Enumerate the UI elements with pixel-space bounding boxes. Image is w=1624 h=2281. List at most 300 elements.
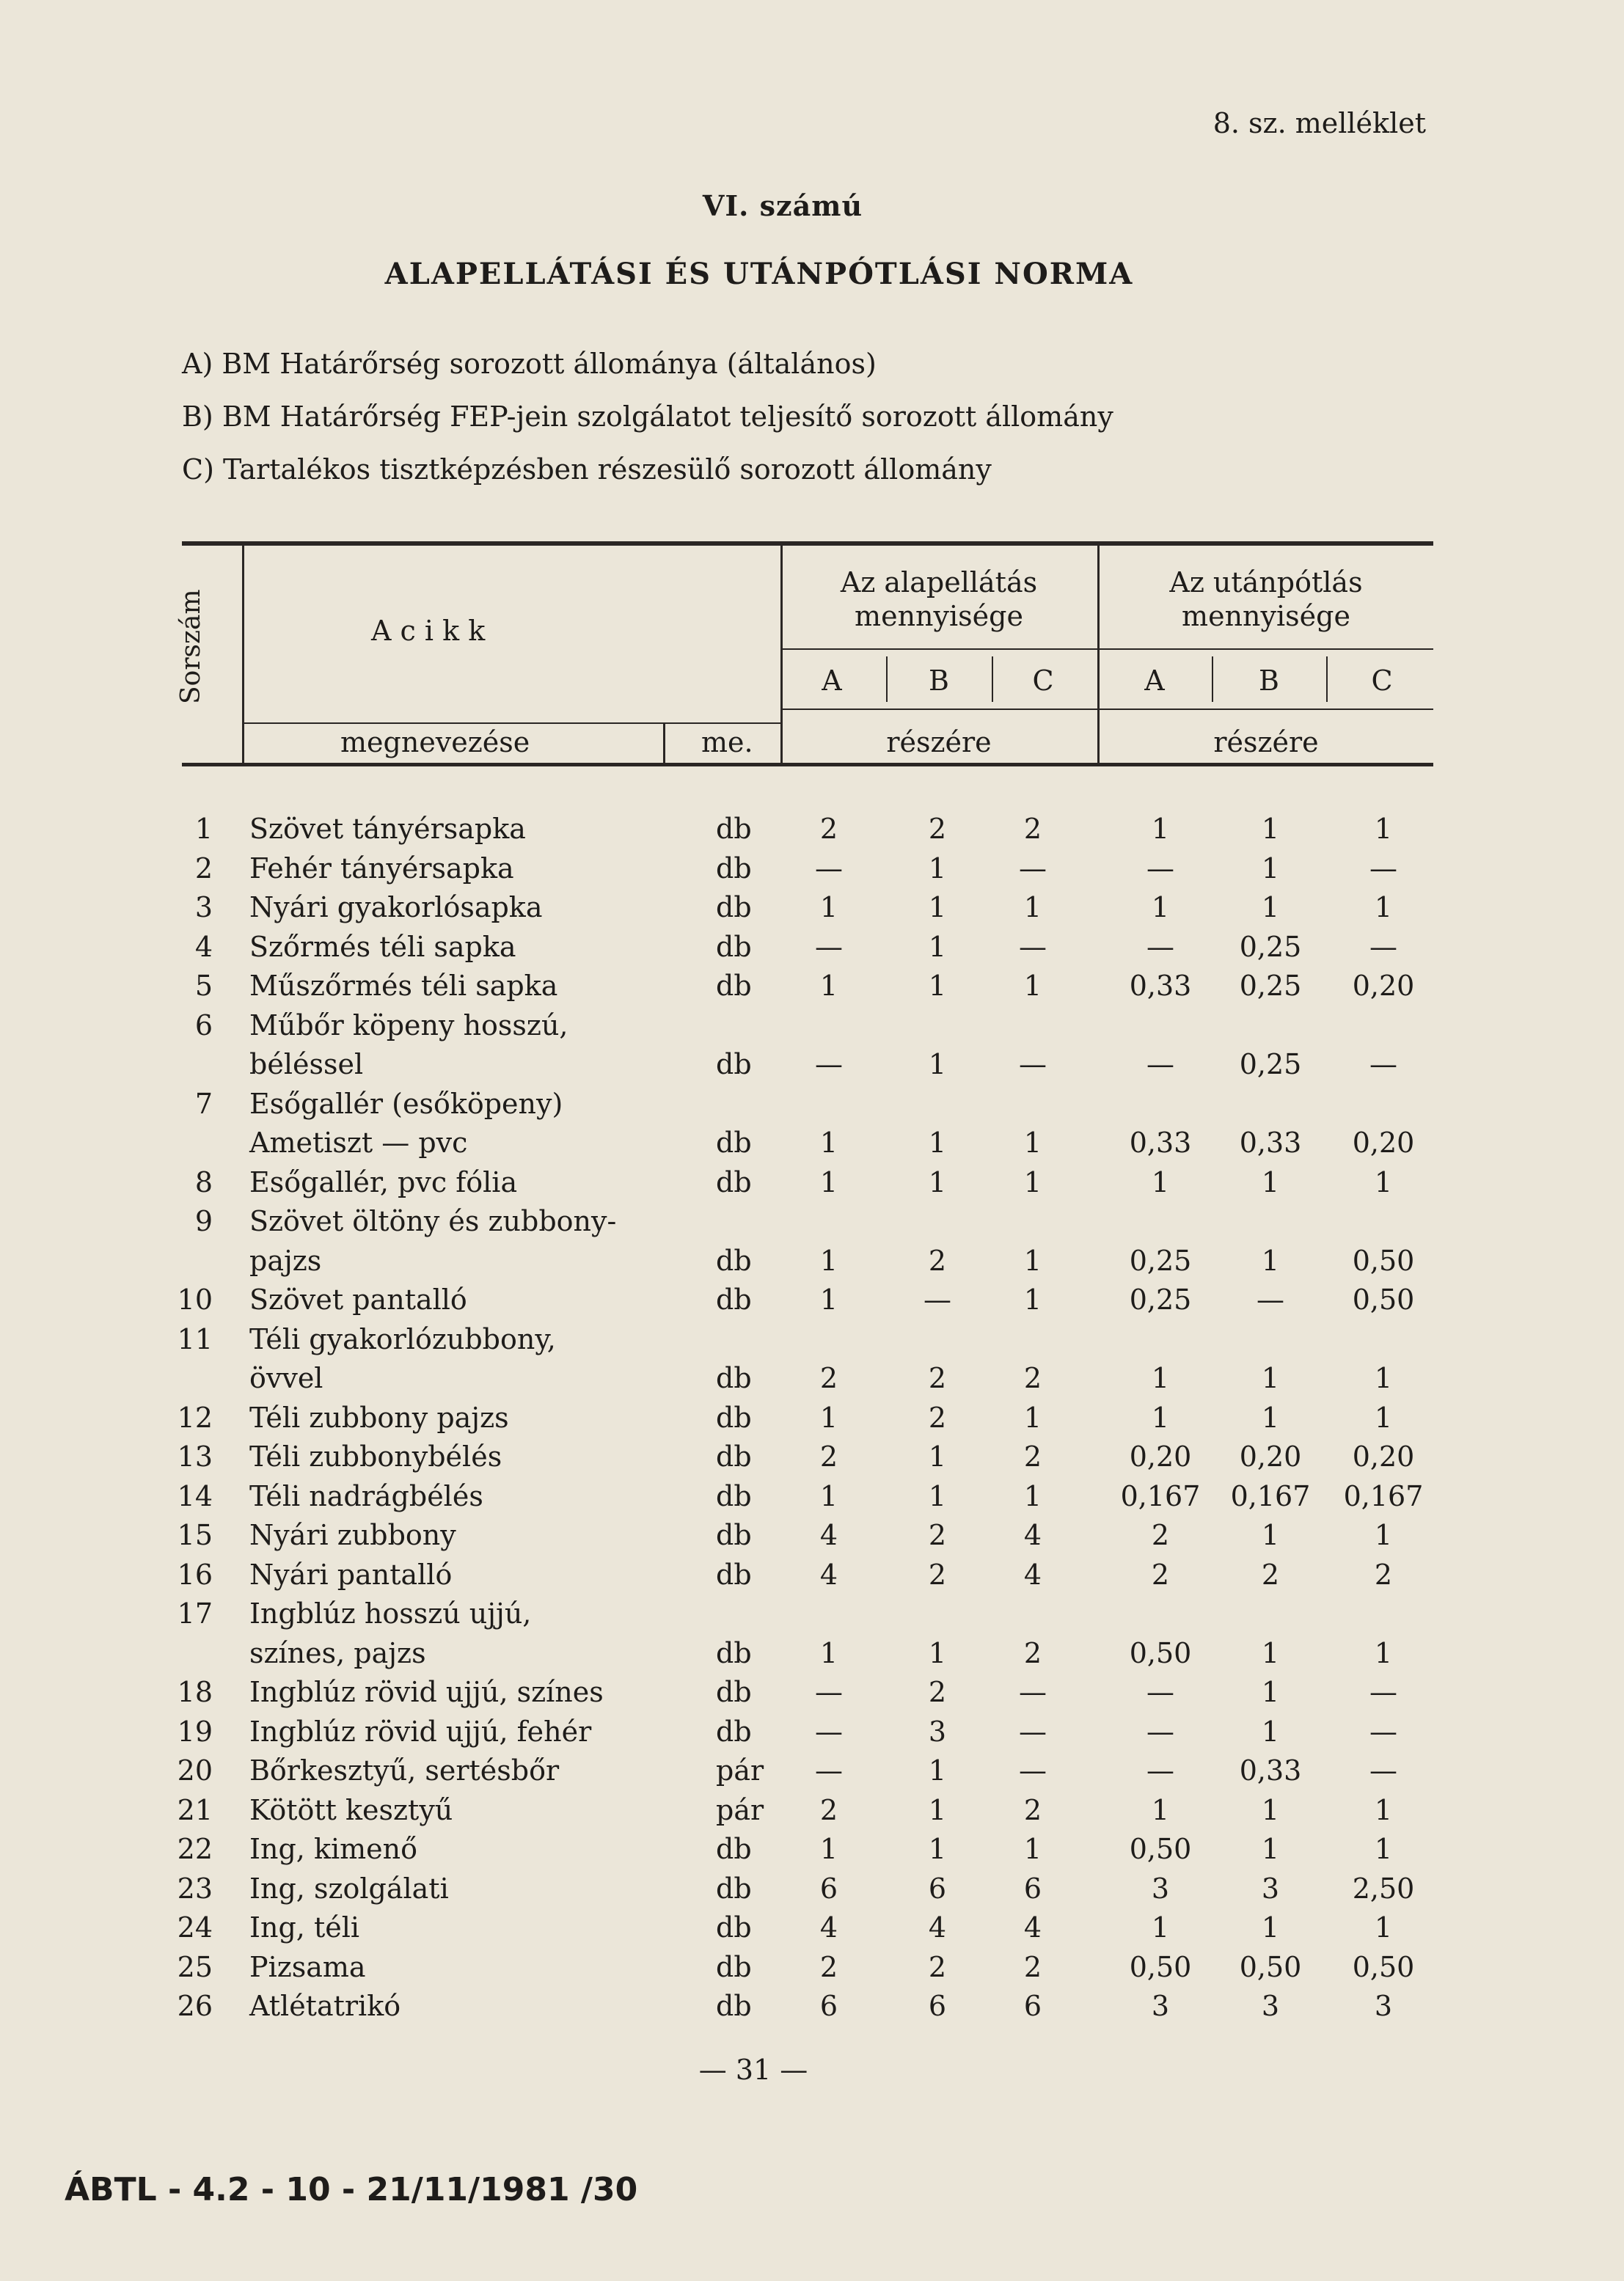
row-number: 17	[177, 1597, 213, 1630]
archive-reference: ÁBTL - 4.2 - 10 - 21/11/1981 /30	[65, 2171, 638, 2208]
qty-a1: 6	[819, 1990, 838, 2022]
header-top-rule	[182, 541, 1433, 546]
qty-a2: 1	[1151, 891, 1170, 923]
header-col-c2: C	[1371, 664, 1393, 697]
item-name: Ingblúz rövid ujjú, fehér	[249, 1715, 592, 1748]
qty-b2: 1	[1261, 1833, 1280, 1865]
table-row	[0, 852, 1624, 892]
row-number: 10	[177, 1284, 213, 1316]
qty-c2: 1	[1374, 1793, 1393, 1826]
qty-b2: 3	[1261, 1990, 1280, 2022]
qty-b2: 0,33	[1239, 1127, 1302, 1159]
category-b: B) BM Határőrség FEP-jein szolgálatot teljesítő sorozott állomány	[182, 400, 1113, 433]
qty-c1: —	[1019, 1754, 1047, 1787]
table-row	[0, 1009, 1624, 1088]
qty-a1: —	[815, 930, 843, 963]
item-name: Pizsama	[249, 1950, 366, 1983]
unit: db	[716, 1048, 752, 1080]
qty-b1: 1	[928, 891, 947, 923]
row-number: 13	[177, 1440, 213, 1473]
header-tick-2	[992, 656, 993, 702]
qty-b1: 1	[928, 1754, 947, 1787]
row-number: 5	[194, 970, 213, 1002]
header-megnevezese: megnevezése	[340, 726, 530, 758]
qty-c1: 4	[1023, 1558, 1042, 1591]
item-name: Szövet pantalló	[249, 1284, 467, 1316]
item-name: Nyári pantalló	[249, 1558, 453, 1591]
row-number: 4	[194, 930, 213, 963]
table-row	[0, 1440, 1624, 1480]
qty-b2: 3	[1261, 1872, 1280, 1905]
qty-b1: 1	[928, 970, 947, 1002]
qty-c2: 0,20	[1352, 1440, 1415, 1473]
table-row	[0, 1754, 1624, 1794]
qty-c2: 0,167	[1343, 1479, 1424, 1512]
qty-a1: 2	[819, 1440, 838, 1473]
qty-c1: 4	[1023, 1911, 1042, 1944]
item-name-continued: övvel	[249, 1362, 323, 1394]
header-col-b1: B	[929, 664, 949, 697]
qty-b1: 2	[928, 1519, 947, 1551]
qty-a2: 1	[1151, 1362, 1170, 1394]
qty-c2: 1	[1374, 1519, 1393, 1551]
unit: db	[716, 1519, 752, 1551]
qty-c2: 2	[1374, 1558, 1393, 1591]
item-name: Téli gyakorlózubbony,	[249, 1322, 556, 1355]
qty-b2: 0,25	[1239, 970, 1302, 1002]
qty-b1: 1	[928, 1165, 947, 1198]
item-name: Szőrmés téli sapka	[249, 930, 516, 963]
qty-c1: 1	[1023, 1833, 1042, 1865]
qty-c2: 1	[1374, 1165, 1393, 1198]
table-row	[0, 1519, 1624, 1559]
category-a: A) BM Határőrség sorozott állománya (általános)	[182, 348, 877, 380]
qty-a2: —	[1146, 1048, 1174, 1080]
item-name: Nyári zubbony	[249, 1519, 456, 1551]
item-name: Nyári gyakorlósapka	[249, 891, 543, 923]
qty-a1: 1	[819, 1165, 838, 1198]
header-col-a1: A	[822, 664, 842, 697]
qty-c2: 1	[1374, 1401, 1393, 1434]
qty-c1: 2	[1023, 813, 1042, 845]
section-number: VI. számú	[702, 189, 863, 222]
qty-a1: 2	[819, 1950, 838, 1983]
qty-a2: —	[1146, 852, 1174, 885]
unit: db	[716, 1676, 752, 1708]
category-c: C) Tartalékos tisztképzésben részesülő sorozott állomány	[182, 453, 992, 486]
row-number: 15	[177, 1519, 213, 1551]
table-row	[0, 1480, 1624, 1520]
qty-b1: 1	[928, 1833, 947, 1865]
item-name: Téli nadrágbélés	[249, 1479, 483, 1512]
qty-a2: 1	[1151, 1793, 1170, 1826]
page-number: — 31 —	[698, 2054, 808, 2086]
item-name: Ingblúz rövid ujjú, színes	[249, 1676, 604, 1708]
header-rule-cikk	[242, 722, 780, 724]
unit: db	[716, 891, 752, 923]
qty-a2: —	[1146, 1715, 1174, 1748]
table-row	[0, 1323, 1624, 1402]
annex-label: 8. sz. melléklet	[1212, 107, 1426, 139]
qty-a1: 1	[819, 891, 838, 923]
qty-c2: 2,50	[1352, 1872, 1415, 1905]
item-name-continued: színes, pajzs	[249, 1636, 426, 1669]
qty-b1: 2	[928, 1362, 947, 1394]
item-name: Ing, szolgálati	[249, 1872, 449, 1905]
qty-b1: 1	[928, 1440, 947, 1473]
unit: pár	[716, 1754, 764, 1787]
qty-a2: 1	[1151, 1911, 1170, 1944]
qty-a1: 1	[819, 1401, 838, 1434]
item-name: Szövet tányérsapka	[249, 813, 526, 845]
qty-c2: 1	[1374, 1833, 1393, 1865]
qty-c1: 1	[1023, 891, 1042, 923]
qty-c2: 0,50	[1352, 1950, 1415, 1983]
qty-b1: 1	[928, 1636, 947, 1669]
qty-a2: 1	[1151, 813, 1170, 845]
qty-c1: —	[1019, 930, 1047, 963]
unit: db	[716, 970, 752, 1002]
table-row	[0, 1833, 1624, 1872]
unit: db	[716, 1440, 752, 1473]
qty-a1: 1	[819, 1833, 838, 1865]
row-number: 3	[194, 891, 213, 923]
qty-a2: 0,20	[1129, 1440, 1192, 1473]
unit: db	[716, 1911, 752, 1944]
qty-a1: —	[815, 1676, 843, 1708]
table-row	[0, 931, 1624, 970]
item-name: Atlétatrikó	[249, 1990, 401, 2022]
header-col-b2: B	[1259, 664, 1279, 697]
header-col-a2: A	[1144, 664, 1165, 697]
qty-b1: 1	[928, 1048, 947, 1080]
row-number: 26	[177, 1990, 213, 2022]
qty-c2: 0,50	[1352, 1284, 1415, 1316]
qty-c1: 1	[1023, 1401, 1042, 1434]
row-number: 1	[194, 813, 213, 845]
qty-a1: 1	[819, 1127, 838, 1159]
unit: db	[716, 1284, 752, 1316]
qty-c1: 1	[1023, 1165, 1042, 1198]
qty-b1: 1	[928, 1479, 947, 1512]
qty-b1: 2	[928, 1676, 947, 1708]
qty-c1: 1	[1023, 1244, 1042, 1277]
qty-c2: 1	[1374, 813, 1393, 845]
qty-b1: 2	[928, 813, 947, 845]
qty-c2: 1	[1374, 1362, 1393, 1394]
qty-a2: 3	[1151, 1872, 1170, 1905]
qty-b2: 0,50	[1239, 1950, 1302, 1983]
qty-c2: 1	[1374, 891, 1393, 923]
qty-c1: —	[1019, 852, 1047, 885]
unit: db	[716, 1872, 752, 1905]
header-reszere-2: részére	[1213, 726, 1319, 758]
table-row	[0, 1794, 1624, 1834]
qty-c2: —	[1369, 1715, 1397, 1748]
qty-c2: —	[1369, 852, 1397, 885]
item-name: Fehér tányérsapka	[249, 852, 514, 885]
row-number: 7	[194, 1087, 213, 1120]
qty-c2: 0,20	[1352, 1127, 1415, 1159]
qty-a1: 1	[819, 1636, 838, 1669]
qty-b1: 1	[928, 1793, 947, 1826]
unit: db	[716, 813, 752, 845]
unit: db	[716, 1479, 752, 1512]
qty-c1: 2	[1023, 1793, 1042, 1826]
item-name: Téli zubbonybélés	[249, 1440, 502, 1473]
qty-a1: 1	[819, 1479, 838, 1512]
table-row	[0, 891, 1624, 931]
qty-c1: 2	[1023, 1636, 1042, 1669]
unit: db	[716, 1833, 752, 1865]
table-row	[0, 1205, 1624, 1284]
qty-b2: 1	[1261, 1793, 1280, 1826]
item-name: Ing, kimenő	[249, 1833, 418, 1865]
qty-b2: 0,25	[1239, 1048, 1302, 1080]
qty-b1: 2	[928, 1244, 947, 1277]
qty-a2: 0,25	[1129, 1244, 1192, 1277]
qty-b1: 2	[928, 1401, 947, 1434]
qty-c1: 6	[1023, 1872, 1042, 1905]
header-alapellatas-2: mennyisége	[855, 600, 1023, 632]
item-name: Műszőrmés téli sapka	[249, 970, 558, 1002]
unit: db	[716, 852, 752, 885]
qty-c2: 3	[1374, 1990, 1393, 2022]
table-row	[0, 1402, 1624, 1441]
qty-a2: 1	[1151, 1165, 1170, 1198]
row-number: 22	[177, 1833, 213, 1865]
unit: db	[716, 1127, 752, 1159]
header-utanpotlas-1: Az utánpótlás	[1169, 566, 1363, 598]
table-row	[0, 1284, 1624, 1323]
header-divider-me	[663, 722, 665, 763]
qty-c1: 4	[1023, 1519, 1042, 1551]
qty-b1: 1	[928, 852, 947, 885]
table-row	[0, 1990, 1624, 2029]
unit: pár	[716, 1793, 764, 1826]
qty-b2: 0,167	[1230, 1479, 1311, 1512]
qty-c2: —	[1369, 1676, 1397, 1708]
qty-b2: 1	[1261, 852, 1280, 885]
row-number: 19	[177, 1715, 213, 1748]
table-row	[0, 1088, 1624, 1166]
header-cikk: A c i k k	[371, 615, 486, 647]
unit: db	[716, 1165, 752, 1198]
unit: db	[716, 1401, 752, 1434]
item-name-continued: pajzs	[249, 1244, 322, 1277]
row-number: 8	[194, 1165, 213, 1198]
qty-c2: 1	[1374, 1911, 1393, 1944]
qty-b2: 1	[1261, 1165, 1280, 1198]
row-number: 20	[177, 1754, 213, 1787]
qty-b2: 1	[1261, 1676, 1280, 1708]
table-row	[0, 970, 1624, 1009]
header-utanpotlas-2: mennyisége	[1182, 600, 1350, 632]
header-rule-reszere	[780, 709, 1433, 710]
qty-a1: 1	[819, 1284, 838, 1316]
qty-c1: 1	[1023, 1284, 1042, 1316]
item-name-continued: béléssel	[249, 1048, 364, 1080]
qty-c2: —	[1369, 930, 1397, 963]
qty-a2: —	[1146, 930, 1174, 963]
qty-a1: 2	[819, 1362, 838, 1394]
qty-c2: —	[1369, 1048, 1397, 1080]
row-number: 14	[177, 1479, 213, 1512]
qty-a2: 2	[1151, 1558, 1170, 1591]
qty-a2: 3	[1151, 1990, 1170, 2022]
item-name: Műbőr köpeny hosszú,	[249, 1008, 568, 1041]
qty-b1: 6	[928, 1990, 947, 2022]
qty-c1: 2	[1023, 1950, 1042, 1983]
qty-a2: 0,33	[1129, 970, 1192, 1002]
header-col-c1: C	[1032, 664, 1054, 697]
qty-a1: 2	[819, 1793, 838, 1826]
unit: db	[716, 1244, 752, 1277]
qty-a1: 4	[819, 1911, 838, 1944]
item-name: Szövet öltöny és zubbony-	[249, 1205, 617, 1237]
item-name: Bőrkesztyű, sertésbőr	[249, 1754, 560, 1787]
qty-b2: 1	[1261, 1519, 1280, 1551]
qty-a1: 6	[819, 1872, 838, 1905]
unit: db	[716, 1362, 752, 1394]
qty-a2: 0,50	[1129, 1636, 1192, 1669]
row-number: 6	[194, 1008, 213, 1041]
header-reszere-1: részére	[886, 726, 992, 758]
qty-c2: 0,50	[1352, 1244, 1415, 1277]
unit: db	[716, 1990, 752, 2022]
table-row	[0, 1872, 1624, 1912]
qty-c1: 1	[1023, 1479, 1042, 1512]
qty-c2: 1	[1374, 1636, 1393, 1669]
qty-b2: 1	[1261, 1362, 1280, 1394]
header-rule-ab	[780, 648, 1433, 650]
item-name: Ingblúz hosszú ujjú,	[249, 1597, 532, 1630]
row-number: 23	[177, 1872, 213, 1905]
qty-a1: 4	[819, 1519, 838, 1551]
qty-b2: 0,25	[1239, 930, 1302, 963]
qty-a2: 0,25	[1129, 1284, 1192, 1316]
row-number: 12	[177, 1401, 213, 1434]
qty-b2: 1	[1261, 1911, 1280, 1944]
qty-a2: —	[1146, 1754, 1174, 1787]
qty-a2: 0,50	[1129, 1833, 1192, 1865]
qty-b2: 2	[1261, 1558, 1280, 1591]
qty-b2: 0,20	[1239, 1440, 1302, 1473]
qty-a1: —	[815, 1715, 843, 1748]
qty-a2: 0,33	[1129, 1127, 1192, 1159]
table-row	[0, 1559, 1624, 1598]
qty-c1: 2	[1023, 1440, 1042, 1473]
header-me: me.	[701, 726, 753, 758]
qty-a2: 0,50	[1129, 1950, 1192, 1983]
qty-c1: 6	[1023, 1990, 1042, 2022]
qty-c1: —	[1019, 1048, 1047, 1080]
item-name: Esőgallér, pvc fólia	[249, 1165, 518, 1198]
table-row	[0, 813, 1624, 852]
qty-b1: 6	[928, 1872, 947, 1905]
row-number: 18	[177, 1676, 213, 1708]
qty-c1: 1	[1023, 1127, 1042, 1159]
qty-c2: 0,20	[1352, 970, 1415, 1002]
qty-b2: 1	[1261, 1715, 1280, 1748]
qty-a1: 4	[819, 1558, 838, 1591]
unit: db	[716, 1636, 752, 1669]
qty-c1: 2	[1023, 1362, 1042, 1394]
qty-a2: 2	[1151, 1519, 1170, 1551]
qty-a2: —	[1146, 1676, 1174, 1708]
qty-b1: 1	[928, 1127, 947, 1159]
table-row	[0, 1716, 1624, 1755]
table-row	[0, 1676, 1624, 1716]
row-number: 16	[177, 1558, 213, 1591]
row-number: 9	[194, 1205, 213, 1237]
header-bottom-rule	[182, 763, 1433, 766]
qty-a2: 1	[1151, 1401, 1170, 1434]
row-number: 2	[194, 852, 213, 885]
unit: db	[716, 1558, 752, 1591]
table-row	[0, 1597, 1624, 1676]
unit: db	[716, 930, 752, 963]
row-number: 25	[177, 1950, 213, 1983]
qty-b2: —	[1257, 1284, 1284, 1316]
qty-b2: 1	[1261, 891, 1280, 923]
qty-b1: 2	[928, 1558, 947, 1591]
qty-a1: 1	[819, 970, 838, 1002]
row-number: 24	[177, 1911, 213, 1944]
unit: db	[716, 1715, 752, 1748]
qty-b2: 0,33	[1239, 1754, 1302, 1787]
document-title: ALAPELLÁTÁSI ÉS UTÁNPÓTLÁSI NORMA	[384, 257, 1134, 291]
item-name: Esőgallér (esőköpeny)	[249, 1087, 563, 1120]
qty-b2: 1	[1261, 1636, 1280, 1669]
row-number: 21	[177, 1793, 213, 1826]
item-name: Téli zubbony pajzs	[249, 1401, 509, 1434]
qty-b1: 4	[928, 1911, 947, 1944]
header-alapellatas-1: Az alapellátás	[840, 566, 1038, 598]
qty-c2: —	[1369, 1754, 1397, 1787]
header-tick-4	[1326, 656, 1328, 702]
header-tick-3	[1212, 656, 1213, 702]
qty-c1: 1	[1023, 970, 1042, 1002]
qty-a1: —	[815, 1754, 843, 1787]
row-number: 11	[177, 1322, 213, 1355]
qty-a1: —	[815, 1048, 843, 1080]
qty-a1: 1	[819, 1244, 838, 1277]
qty-a1: —	[815, 852, 843, 885]
qty-c1: —	[1019, 1715, 1047, 1748]
table-row	[0, 1166, 1624, 1206]
qty-b1: 1	[928, 930, 947, 963]
item-name-continued: Ametiszt — pvc	[249, 1127, 468, 1159]
table-row	[0, 1951, 1624, 1991]
header-sorszam: Sorszám	[176, 589, 206, 704]
qty-b2: 1	[1261, 1401, 1280, 1434]
qty-b1: 3	[928, 1715, 947, 1748]
qty-a2: 0,167	[1120, 1479, 1201, 1512]
table-row	[0, 1911, 1624, 1951]
norm-table-body	[0, 813, 1624, 2060]
unit: db	[716, 1950, 752, 1983]
item-name: Kötött kesztyű	[249, 1793, 453, 1826]
qty-b2: 1	[1261, 1244, 1280, 1277]
item-name: Ing, téli	[249, 1911, 360, 1944]
header-tick-1	[886, 656, 888, 702]
qty-b1: —	[923, 1284, 951, 1316]
qty-c1: —	[1019, 1676, 1047, 1708]
qty-b2: 1	[1261, 813, 1280, 845]
qty-b1: 2	[928, 1950, 947, 1983]
qty-a1: 2	[819, 813, 838, 845]
